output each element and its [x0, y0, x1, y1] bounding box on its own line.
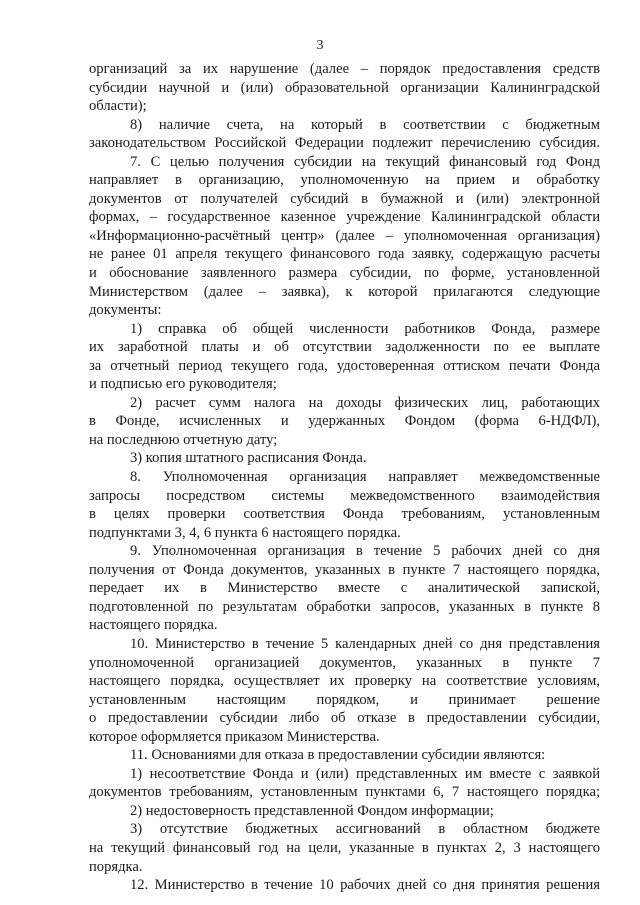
text-line: подпунктами 3, 4, 6 пункта 6 настоящего порядка.	[89, 524, 401, 541]
text-line: организаций за их нарушение (далее – порядок предоставления средств	[89, 61, 600, 77]
text-line: 10. Министерство в течение 5 календарных дней со дня представления	[130, 635, 600, 652]
text-line: в Фонде, исчисленных и удержанных Фондом (форма 6-НДФЛ),	[89, 413, 600, 430]
text-line: направляет в организацию, уполномоченную на прием и обработку	[89, 172, 600, 189]
text-line: 8. Уполномоченная организация направляет межведомственные	[130, 469, 600, 486]
text-line: настоящего порядка.	[89, 617, 218, 634]
text-line: и подписью его руководителя;	[89, 376, 277, 393]
text-line: документы:	[89, 302, 162, 319]
text-line: 1) несоответствие Фонда и (или) представленных им вместе с заявкой	[130, 765, 600, 782]
text-line: передает их в Министерство вместе с аналитической запиской,	[89, 580, 600, 597]
text-line: документов от получателей субсидий в бумажной и (или) электронной	[89, 190, 600, 207]
text-line: 2) расчет сумм налога на доходы физических лиц, работающих	[130, 394, 600, 411]
text-line: уполномоченной организацией документов, указанных в пункте 7	[89, 654, 600, 671]
text-line: за отчетный период текущего года, удостоверенная оттиском печати Фонда	[89, 357, 600, 374]
text-line: установленным настоящим порядком, и принимает решение	[89, 691, 600, 708]
page-number: 3	[316, 38, 324, 53]
text-line: и обоснование заявленного размера субсидии, по форме, установленной	[89, 265, 600, 282]
text-line: 2) недостоверность представленной Фондом информации;	[130, 802, 494, 819]
text-line: области);	[89, 98, 147, 115]
text-line: 8) наличие счета, на который в соответствии с бюджетным	[130, 116, 600, 133]
text-line: 11. Основаниями для отказа в предоставлении субсидии являются:	[130, 747, 546, 764]
text-line: настоящего порядка, осуществляет их проверку на соответствие условиям,	[89, 673, 600, 690]
text-line: получения от Фонда документов, указанных в пункте 7 настоящего порядка,	[89, 561, 600, 578]
text-line: 7. С целью получения субсидии на текущий финансовый год Фонд	[130, 153, 600, 170]
text-line: Министерством (далее – заявка), к которой прилагаются следующие	[89, 283, 600, 300]
text-line: субсидии научной и (или) образовательной организации Калининградской	[89, 79, 600, 96]
text-line: 1) справка об общей численности работников Фонда, размере	[130, 320, 600, 337]
text-line: в целях проверки соответствия Фонда требованиям, установленным	[89, 506, 600, 523]
text-line: законодательством Российской Федерации подлежит перечислению субсидия.	[89, 135, 600, 152]
text-line: документов требованиям, установленным пунктами 6, 7 настоящего порядка;	[89, 784, 600, 801]
text-line: «Информационно-расчётный центр» (далее – уполномоченная организация)	[89, 227, 600, 244]
text-line: порядка.	[89, 858, 143, 875]
text-line: 3) отсутствие бюджетных ассигнований в областном бюджете	[130, 821, 600, 838]
text-line: подготовленной по результатам обработки запросов, указанных в пункте 8	[89, 598, 600, 615]
text-line: которое оформляется приказом Министерства.	[89, 728, 380, 745]
text-line: на последнюю отчетную дату;	[89, 431, 278, 448]
text-line: 3) копия штатного расписания Фонда.	[130, 450, 367, 467]
text-line: запросы посредством системы межведомственного взаимодействия	[89, 487, 600, 504]
document-body	[89, 60, 600, 895]
text-line: не ранее 01 апреля текущего финансового года заявку, содержащую расчеты	[89, 246, 600, 263]
text-line: 9. Уполномоченная организация в течение 5 рабочих дней со дня	[130, 543, 600, 560]
text-line: на текущий финансовый год на цели, указанные в пунктах 2, 3 настоящего	[89, 839, 600, 856]
text-line: 12. Министерство в течение 10 рабочих дней со дня принятия решения	[130, 877, 600, 894]
text-line: формах, – государственное казенное учреждение Калининградской области	[89, 209, 600, 226]
text-line: о предоставлении субсидии либо об отказе в предоставлении субсидии,	[89, 710, 600, 727]
text-line: их заработной платы и об отсутствии задолженности по ее выплате	[89, 339, 600, 356]
